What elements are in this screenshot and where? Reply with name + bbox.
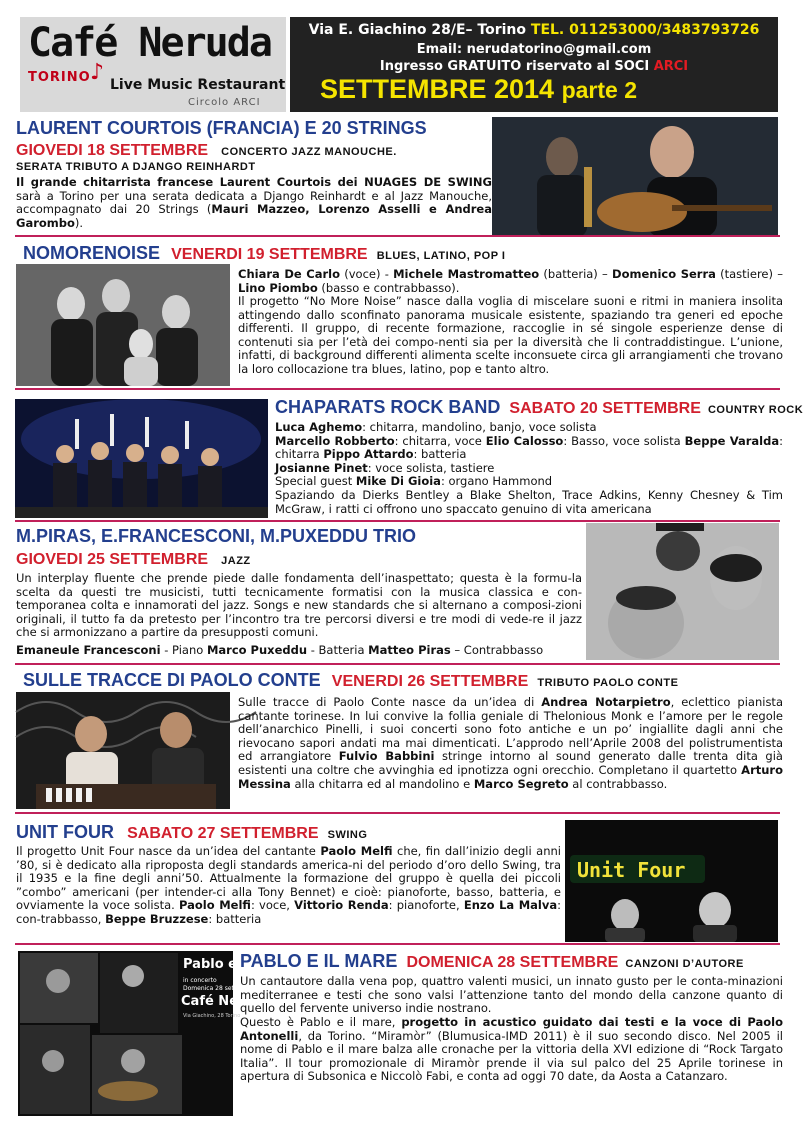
- event-5-date: VENERDI 26 SETTEMBRE: [331, 673, 529, 690]
- poster-title: Pablo e i: [183, 957, 246, 972]
- poster-line-2: Domenica 28 settembre: [183, 985, 256, 992]
- event-5-genre: TRIBUTO PAOLO CONTE: [537, 677, 679, 689]
- event-2-text: Il progetto “No More Noise” nasce dalla voglia di miscelare suoni e ritmi in maniera insolita attingendo dallo sconfinato panorama musicale esistente, spaziando tra generi ed epoche differenti. Il gruppo, di recente formazione, raccoglie in sé singole esperienze dense di contenuti sia per l’età dei compo-nenti sia per la diversità che li contraddistingue. L’unione, infatti, di background differenti alimenta scelte inconsuete circa gli arrangiamenti che trovano la loro collocazione tra blues, latino, pop e tanto altro.: [238, 294, 783, 376]
- event-6-heading: [16, 822, 367, 843]
- address: Via E. Giachino 28/E– Torino: [308, 22, 527, 38]
- event-3-genre: COUNTRY ROCK: [707, 404, 803, 416]
- logo-title: Café Neruda: [28, 20, 271, 66]
- event-2-photo: [16, 264, 230, 386]
- header-address-line: [290, 22, 778, 38]
- email: Email: nerudatorino@gmail.com: [416, 42, 652, 57]
- event-5-title: SULLE TRACCE DI PAOLO CONTE: [23, 670, 321, 690]
- event-2-title: NOMORENOISE: [23, 243, 161, 263]
- event-5-text: Sulle tracce di Paolo Conte nasce da un’idea di Andrea Notarpietro, eclettico pianista cantante torinese. In lui convive la follia geniale di Thelonious Monk e l’amore per le regole dell’anarchico Pinelli, i suoi concerti sono foto antiche e un po’ ingiallite dagli anni che rievocano sapori andati ma mai dimenticati. L’approdo nell’Aprile 2008 del polistrumentista ed arrangiatore Fulvio Babbini stringe intorno al sound generato dalle trenta dita già esistenti una coltre che avvinghia ed ipnotizza ogni orecchio. Completano il quartetto Arturo Messina alla chitarra ed al mandolino e Marco Segreto al contrabbasso.: [238, 695, 783, 791]
- event-1-photo: [492, 117, 778, 237]
- event-4-date: GIOVEDI 25 SETTEMBRE: [16, 551, 209, 568]
- event-1-dateline: [16, 140, 397, 160]
- event-4-photo: [586, 523, 779, 660]
- arci-label: ARCI: [653, 59, 689, 74]
- event-2-genre: BLUES, LATINO, POP I: [376, 250, 506, 262]
- event-3-title: CHAPARATS ROCK BAND: [275, 397, 501, 417]
- event-3-line-4: Special guest Mike Di Gioia: organo Hammond: [275, 474, 553, 489]
- event-1-subtitle: SERATA TRIBUTO A DJANGO REINHARDT: [16, 161, 256, 173]
- month: SETTEMBRE 2014: [320, 74, 555, 104]
- event-3-body: Spaziando da Dierks Bentley a Blake Shelton, Trace Adkins, Kenny Chesney & Tim McGraw, i ratti ci offrono uno spaccato genuino di vita americana: [275, 487, 783, 516]
- entry-text: Ingresso GRATUITO riservato al SOCI: [379, 59, 650, 74]
- event-1-text: Il grande chitarrista francese Laurent Courtois dei NUAGES DE SWING sarà a Torino per una serata dedicata a Django Reinhardt e al Jazz Manouche, accompagnato dai 20 Strings (Mauri Mazzeo, Lorenzo Asselli e Andrea Garombo).: [16, 175, 492, 230]
- event-6-photo: [565, 820, 778, 942]
- poster-line-1: in concerto: [183, 977, 217, 984]
- separator: [15, 943, 780, 945]
- separator: [15, 520, 780, 522]
- event-4-text: Un interplay fluente che prende piede dalle fondamenta dell’inaspettato; questa è la formu-la scelta da questi tre musicisti, tutti tecnicamente formatisi con la musica classica e con-temporanea colta e innamorati del jazz. Songs e new standards che si alternano a composi-zioni originali, il tutto fa da pretesto per l’incontro tra tre percorsi diversi e tre modi di vede-re il jazz che si armonizzano a partire da presupposti comuni.: [16, 571, 582, 640]
- music-note-icon: ♪: [90, 60, 105, 85]
- logo-city: TORINO: [28, 70, 91, 85]
- event-7-title: PABLO E IL MARE: [240, 951, 398, 971]
- event-1-genre: CONCERTO JAZZ MANOUCHE.: [221, 146, 397, 158]
- event-4-members: Emaneule Francesconi - Piano Marco Puxeddu - Batteria Matteo Piras – Contrabbasso: [16, 643, 544, 657]
- event-6-date: SABATO 27 SETTEMBRE: [127, 825, 319, 842]
- event-6-title: UNIT FOUR: [16, 822, 114, 842]
- event-2-members: Chiara De Carlo (voce) - Michele Mastromatteo (batteria) – Domenico Serra (tastiere) – Lino Piombo (basso e contrabbasso).: [238, 267, 783, 295]
- event-1-date: GIOVEDI 18 SETTEMBRE: [16, 142, 209, 159]
- tel-label: TEL.: [530, 22, 565, 38]
- event-4-dateline: [16, 549, 251, 569]
- event-4-genre: JAZZ: [221, 555, 251, 567]
- event-3-heading: [275, 397, 803, 418]
- month-title: [320, 74, 637, 105]
- poster-venue: Café Neru: [181, 994, 254, 1009]
- event-3-text: [275, 421, 783, 516]
- phones: 011253000/3483793726: [569, 22, 760, 38]
- event-7-genre: CANZONI D’AUTORE: [625, 958, 744, 970]
- event-5-heading: [23, 670, 678, 691]
- event-3-date: SABATO 20 SETTEMBRE: [509, 400, 701, 417]
- poster-address: Via Giachino, 28 Torino: [183, 1013, 241, 1019]
- event-3-line-2: Marcello Robberto: chitarra, voce Elio Calosso: Basso, voce solista Beppe Varalda: chitarra Pippo Attardo: batteria: [275, 433, 783, 462]
- unit-four-logo-text: Unit Four: [577, 858, 686, 882]
- event-3-line-3: Josianne Pinet: voce solista, tastiere: [275, 460, 495, 475]
- event-1-title: LAURENT COURTOIS (FRANCIA) E 20 STRINGS: [16, 118, 427, 138]
- separator: [15, 663, 780, 665]
- event-4-title: M.PIRAS, E.FRANCESCONI, M.PUXEDDU TRIO: [16, 526, 417, 546]
- event-3-line-1: Luca Aghemo: chitarra, mandolino, banjo, voce solista: [275, 420, 597, 434]
- event-7-text-1: Un cantautore dalla vena pop, quattro valenti musici, un innato gusto per le conta-minazioni mediterranee e testi che sono valsi l’attenzione tanto del mondo della canzone quanto di quello del fervente universo indie nostrano.: [240, 974, 783, 1016]
- month-part: parte 2: [561, 77, 638, 103]
- entry-line: [290, 59, 778, 74]
- event-7-heading: [240, 951, 744, 972]
- event-7-date: DOMENICA 28 SETTEMBRE: [406, 954, 619, 971]
- event-2-date: VENERDI 19 SETTEMBRE: [171, 246, 368, 263]
- logo-subtitle: Live Music Restaurant: [110, 77, 286, 93]
- event-5-photo: [16, 692, 230, 809]
- event-7-poster: [18, 951, 256, 1116]
- logo-circolo: Circolo ARCI: [188, 97, 261, 108]
- separator: [15, 235, 780, 237]
- event-3-photo: [15, 399, 268, 518]
- separator: [15, 388, 780, 390]
- separator: [15, 812, 780, 814]
- event-6-text: Il progetto Unit Four nasce da un’idea del cantante Paolo Melfi che, fin dall’inizio degli anni ’80, si è dedicato alla riproposta degli standards america-ni del periodo d’oro dello Swing, tra il 1935 e la fine degli anni’50. Attualmente la formazione del gruppo è quella dei piccoli ”combo” americani (per intender-ci alla Tony Bennet) e cioè: pianoforte, basso, batteria, e ovviamente la voce solista. Paolo Melfi: voce, Vittorio Renda: pianoforte, Enzo La Malva: con-trabbasso, Beppe Bruzzese: batteria: [16, 844, 561, 926]
- event-7-text-2: Questo è Pablo e il mare, progetto in acustico guidato dai testi e la voce di Paolo Antonelli, da Torino. “Miramòr” (Blumusica-IMD 2011) è il suo secondo disco. Nel 2005 il nome di Pablo e il mare balza alle cronache per la vittoria della XVI edizione di “Rock Targato Italia”. Il tour promozionale di Miramòr prende il via sul palco del 25 Aprile torinese in apertura di Subsonica e Niccolò Fabi, e conta ad oggi 70 date, da Aosta a Catanzaro.: [240, 1015, 783, 1084]
- event-2-heading: [23, 243, 505, 264]
- event-6-genre: SWING: [327, 829, 368, 841]
